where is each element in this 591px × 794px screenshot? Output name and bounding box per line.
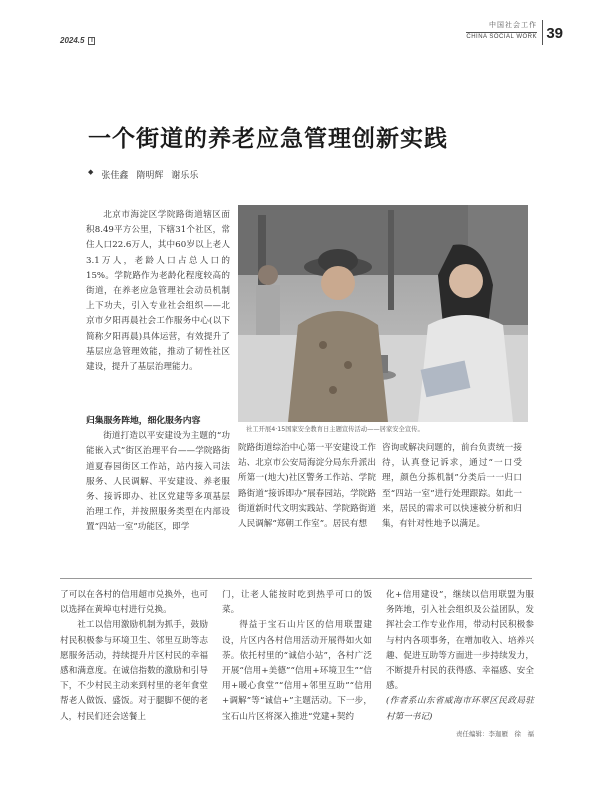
page-number: 39: [546, 25, 563, 42]
intro-column: [86, 208, 230, 375]
photo-illustration: [238, 205, 528, 422]
body-paragraph: 院路街道综治中心第一平安建设工作站、北京市公安局海淀分局东升派出所第一(地大)社区警务工作站、学院路街道“接诉即办”展春园站，学院路街道新时代文明实践站、学院路街道人民调解“郑朝工作室”。居民有想: [238, 443, 376, 530]
author-name: 谢乐乐: [171, 171, 199, 181]
article-photo: [238, 205, 528, 422]
author-bullet-icon: ◆: [88, 168, 94, 176]
issue-number: 2024.5: [60, 36, 85, 45]
magazine-name-cn: 中国社会工作: [489, 22, 537, 29]
lower-column-3: [386, 588, 534, 742]
lower-column-2: [222, 588, 372, 725]
photo-caption: 社工开展4·15国家安全教育日主题宣传活动——居家安全宣传。: [246, 426, 424, 433]
body-column-b: [238, 441, 376, 532]
intro-paragraph: 北京市海淀区学院路街道辖区面积8.49平方公里，下辖31个社区，常住人口22.6万人，其中60岁以上老人3.1万人，老龄人口占总人口的15%。学院路作为老龄化程度较高的街道，在养老应急管理社会动员机制上下功夫，引入专业社会组织——北京市夕阳再晨社会工作服务中心(以下简称夕阳再晨)具体运营，有效提升了基层应急管理效能，推动了韧性社区建设，提升了基层治理能力。: [86, 210, 230, 373]
issue-label: [60, 36, 95, 45]
body-paragraph: 化+信用建设”，继续以信用联盟为服务阵地，引入社会组织及公益团队，发挥社会工作专业作用，带动村民积极参与村内各项事务，在增加收入、培养兴趣、促进互助等方面进一步持续发力，不断提升村民的获得感、幸福感、安全感。: [386, 590, 534, 692]
body-paragraph: 了可以在各村的信用超市兑换外，也可以选择在黄埠屯村进行兑换。: [60, 590, 208, 616]
author-name: 张佳鑫: [101, 171, 129, 181]
magazine-name: [466, 20, 537, 40]
author-name: 隋明辉: [136, 171, 164, 181]
author-line: [88, 168, 198, 181]
body-paragraph: 得益于宝石山片区的信用联盟建设，片区内各村信用活动开展得如火如荼。依托村里的“诚信小站”，各村广泛开展“信用+美德”“信用+环境卫生”“信用+暖心食堂”“信用+邻里互助”“信用+调解”等“诚信+”主题活动。下一步，宝石山片区将深入推进“党建+契约: [222, 620, 372, 722]
page-header: [0, 0, 591, 60]
author-note: (作者系山东省威海市环翠区民政局驻村第一书记): [386, 696, 534, 722]
section-subhead: 归集服务阵地，细化服务内容: [86, 416, 201, 426]
section-divider: [60, 578, 532, 579]
issue-mark: I: [88, 37, 95, 45]
body-paragraph: 社工以信用激励机制为抓手，鼓励村民积极参与环境卫生、邻里互助等志愿服务活动，持续提升片区村民的幸福感和满意度。在诚信指数的激励和引导下，不少村民主动来到村里的老年食堂帮老人做饭、盛饭。对于腿脚不便的老人，村民们还会送餐上: [60, 620, 208, 722]
body-column-c: [382, 441, 522, 532]
body-paragraph: 咨询或解决问题的，前台负责统一接待，认真登记诉求，通过“一口受理，颜色分拣机制”分类后一一归口至“四站一室”进行处理跟踪。如此一来，居民的需求可以快速被分析和归集，有针对性地予以满足。: [382, 443, 522, 530]
body-paragraph: 街道打造以平安建设为主题的“功能嵌入式”街区治理平台——学院路街道夏春园街区工作站，站内接入司法服务、人民调解、平安建设、养老服务、接诉即办、社区党建等多项基层治理工作，并按照服务类型在内部设置“四站一室”功能区，即学: [86, 431, 230, 533]
editor-credit: 责任编辑：李迦雁 徐 福: [456, 729, 534, 738]
header-divider: [542, 20, 543, 45]
body-column-a: [86, 410, 230, 536]
lower-column-1: [60, 588, 208, 725]
body-paragraph: 门，让老人能按时吃到热乎可口的饭菜。: [222, 590, 372, 616]
magazine-name-en: CHINA SOCIAL WORK: [466, 34, 537, 40]
article-title: 一个街道的养老应急管理创新实践: [88, 126, 448, 152]
